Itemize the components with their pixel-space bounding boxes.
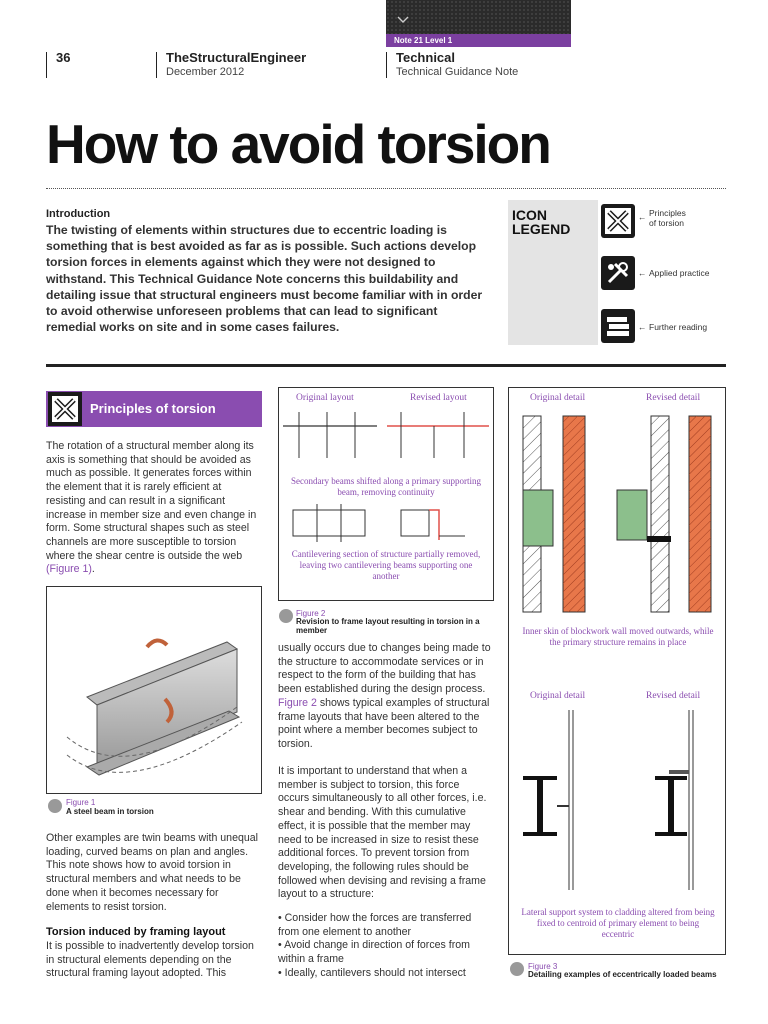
figure-arrow-icon xyxy=(510,962,524,976)
principles-icon xyxy=(48,392,82,426)
intro-heading: Introduction xyxy=(46,208,111,220)
books-icon xyxy=(601,309,635,343)
framing-subhead: Torsion induced by framing layout xyxy=(46,926,226,938)
tools-icon xyxy=(601,256,635,290)
legend-label: ← xyxy=(638,322,647,332)
legend-label-further: Further reading xyxy=(649,322,708,332)
figure3-original-label-2: Original detail xyxy=(530,691,586,701)
figure3-revised-label: Revised detail xyxy=(646,393,701,403)
intro-text: The twisting of elements within structures due to eccentric loading is something that is best avoided as far as is possible. Such actions develop torsion forces in elements against which they were not designed to withstand. This Technical Guidance Note concerns this buildability and detailing issue that structural engineers must become familiar with in order to avoid otherwise unforeseen problems that can lead to significant remedial works on site and in some cases failures. xyxy=(46,223,483,335)
section-name: Technical xyxy=(396,50,456,65)
figure-arrow-icon xyxy=(279,609,293,623)
page-number: 36 xyxy=(56,50,71,65)
lateral-support-diagram xyxy=(509,706,725,900)
figure3-caption: Detailing examples of eccentrically loaded beams xyxy=(528,970,717,979)
steel-beam-illustration xyxy=(47,587,261,793)
legend-label: ← xyxy=(638,212,647,222)
figure3-original-label: Original detail xyxy=(530,393,586,403)
figure2-revised-label: Revised layout xyxy=(410,393,467,403)
subsection-name: Technical Guidance Note xyxy=(396,66,519,78)
principles-icon xyxy=(601,204,635,238)
list-item: • Ideally, cantilevers should not intersect xyxy=(278,966,466,979)
figure1-caption: A steel beam in torsion xyxy=(66,807,154,816)
page-title: How to avoid torsion xyxy=(46,113,550,175)
middle-paragraph-2: It is important to understand that when a member is subject to torsion, this force occurs simultaneously to all other forces, i.e. shear and bending. With this cumulative effect, it is possible that the member may need to be increased in size to resist these additional forces. To prevent torsion from developing, the following rules should be followed when devising and revising a frame layout to a structure: xyxy=(278,765,487,901)
legend-label: ← xyxy=(638,268,647,278)
frame-layout-diagram-2 xyxy=(279,500,493,546)
principles-paragraph-2: Other examples are twin beams with unequal loading, curved beams on plan and angles. This note shows how to avoid torsion in structural members and what needs to be done when it becomes necessary for elements to resist torsion. xyxy=(46,832,258,913)
title-divider xyxy=(46,188,726,189)
figure2-note-2: Cantilevering section of structure partially removed, leaving two cantilevering beams supporting one another xyxy=(291,549,481,581)
figure2-link[interactable]: Figure 2 xyxy=(278,696,317,709)
figure1-link[interactable]: (Figure 1) xyxy=(46,563,92,576)
section-divider xyxy=(46,364,726,367)
icon-legend-title: ICON LEGEND xyxy=(512,207,571,237)
middle-paragraph-1: usually occurs due to changes being made to the structure to accommodate services or in respect to the form of the building that has been established during the design process. Figure 2 shows typical examples of structural frame layouts that have been altered to the point where a member becomes subject to torsion. xyxy=(278,642,491,750)
header-divider xyxy=(386,52,387,78)
figure3-note-2: Lateral support system to cladding altered from being fixed to centroid of primary element to being eccentric xyxy=(521,907,715,939)
list-item: • Avoid change in direction of forces from within a frame xyxy=(278,939,470,966)
list-item: • Consider how the forces are transferred from one element to another xyxy=(278,912,472,938)
figure-arrow-icon xyxy=(48,799,62,813)
figure1-number: Figure 1 xyxy=(66,798,96,807)
header-divider xyxy=(156,52,157,78)
header-tab-block xyxy=(386,0,571,34)
figure1-box xyxy=(46,586,262,794)
figure2-caption: Revision to frame layout resulting in torsion in a member xyxy=(296,617,480,635)
frame-layout-diagram-1 xyxy=(279,408,493,468)
figure3-number: Figure 3 xyxy=(528,962,558,971)
figure2-number: Figure 2 xyxy=(296,609,326,618)
wall-detail-diagram xyxy=(509,408,725,618)
principles-paragraph: The rotation of a structural member along its axis is something that should be avoided as much as possible. It generates forces within the element that it is rarely efficient at resisting and can result in a significant increase in member size and even change in form. Some structural shapes such as steel channels are more susceptible to torsion where the shear centre is outside the web (Figure 1). xyxy=(46,440,257,576)
magazine-name: TheStructuralEngineer xyxy=(166,50,307,65)
legend-label-applied: Applied practice xyxy=(649,268,710,278)
legend-label-principles: Principles of torsion xyxy=(649,208,686,228)
framing-paragraph: It is possible to inadvertently develop torsion in structural elements depending on the structural framing layout adopted. This xyxy=(46,940,254,980)
figure3-revised-label-2: Revised detail xyxy=(646,691,701,701)
figure2-original-label: Original layout xyxy=(296,393,354,403)
rules-list xyxy=(278,912,492,981)
chevron-down-icon[interactable] xyxy=(396,12,410,26)
principles-banner-title: Principles of torsion xyxy=(90,401,216,416)
note-level-bar: Note 21 Level 1 xyxy=(386,34,571,47)
figure3-note-1: Inner skin of blockwork wall moved outwards, while the primary structure remains in place xyxy=(522,626,714,647)
issue-date: December 2012 xyxy=(166,66,245,78)
header-divider xyxy=(46,52,47,78)
figure2-note-1: Secondary beams shifted along a primary supporting beam, removing continuity xyxy=(291,476,481,497)
